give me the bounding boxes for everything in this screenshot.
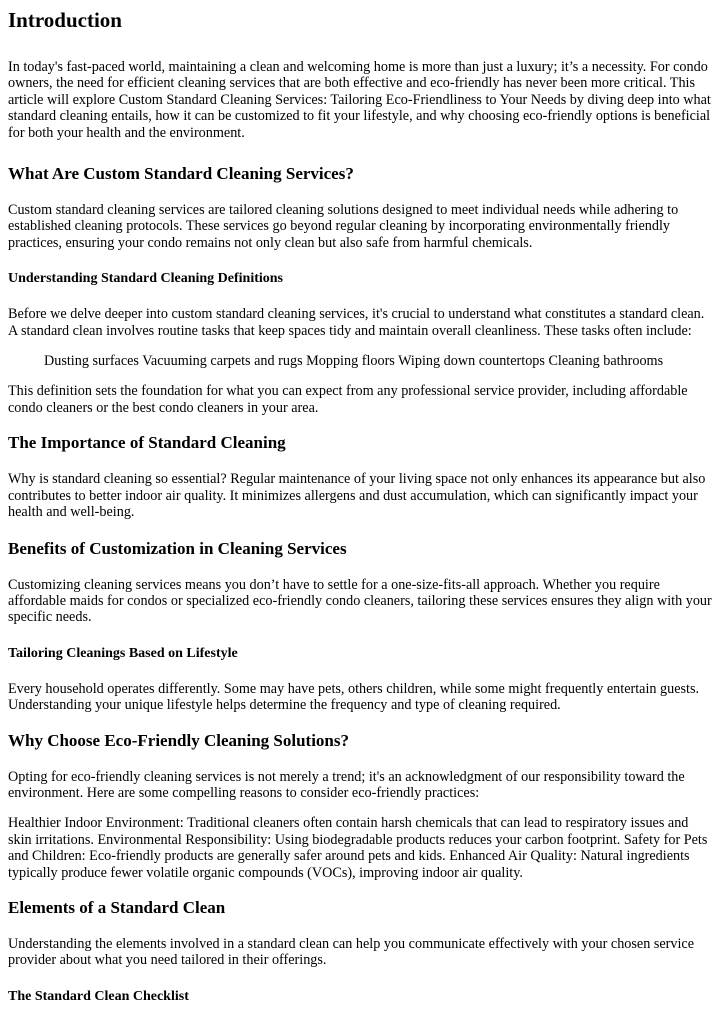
- heading-eco-friendly: Why Choose Eco-Friendly Cleaning Solutions?: [8, 730, 349, 750]
- page-title: Introduction: [8, 8, 122, 32]
- heading-importance: The Importance of Standard Cleaning: [8, 433, 286, 453]
- intro-paragraph: In today's fast-paced world, maintaining a clean and welcoming home is more than just a luxury; it’s a necessity. For condo owners, the need for efficient cleaning services that are both effective and eco-friendly has never been more critical. This article will explore Custom Standard Cleaning Services: Tailoring Eco-Friendliness to Your Needs by diving deep into what standard cleaning entails, how it can be customized to fit your lifestyle, and why choosing eco-friendly options is beneficial for both your health and the environment.: [8, 59, 711, 141]
- heading-lifestyle: Tailoring Cleanings Based on Lifestyle: [8, 645, 238, 661]
- lifestyle-paragraph: Every household operates differently. Some may have pets, others children, while some might frequently entertain guests. Understanding your unique lifestyle helps determine the frequency and type of cleaning required.: [8, 680, 700, 714]
- heading-definitions: Understanding Standard Cleaning Definitions: [8, 271, 284, 287]
- custom-services-paragraph: Custom standard cleaning services are tailored cleaning solutions designed to meet individual needs while adhering to established cleaning protocols. These services go beyond regular cleaning by incorporating environmentally friendly practices, ensuring your condo remains not only clean but also safe from harmful chemicals.: [8, 202, 679, 251]
- definitions-paragraph: Before we delve deeper into custom standard cleaning services, it's crucial to understand what constitutes a standard clean. A standard clean involves routine tasks that keep spaces tidy and maintain overall cleanliness. These tasks often include:: [8, 306, 705, 339]
- foundation-paragraph: This definition sets the foundation for what you can expect from any professional service provider, including affordable condo cleaners or the best condo cleaners in your area.: [8, 383, 688, 416]
- heading-elements: Elements of a Standard Clean: [8, 897, 226, 917]
- benefits-paragraph: Customizing cleaning services means you don’t have to settle for a one-size-fits-all approach. Whether you require affordable maids for condos or specialized eco-friendly condo cleaners, tailoring these services ensures they align with your specific needs.: [8, 576, 712, 626]
- importance-paragraph: Why is standard cleaning so essential? Regular maintenance of your living space not only enhances its appearance but also contributes to better indoor air quality. It minimizes allergens and dust accumulation, which can significantly impact your health and well-being.: [8, 471, 706, 521]
- reasons-paragraph: Healthier Indoor Environment: Traditional cleaners often contain harsh chemicals that can lead to respiratory issues and skin irritations. Environmental Responsibility: Using biodegradable products reduces your carbon footprint. Safety for Pets and Children: Eco-friendly products are generally safer around pets and kids. Enhanced Air Quality: Natural ingredients typically produce fewer volatile organic compounds (VOCs), improving indoor air quality.: [8, 815, 708, 881]
- document-body: [0, 7, 720, 1006]
- heading-benefits: Benefits of Customization in Cleaning Services: [8, 538, 347, 558]
- elements-paragraph: Understanding the elements involved in a standard clean can help you communicate effectively with your chosen service provider about what you need tailored in their offerings.: [8, 935, 695, 969]
- eco-friendly-paragraph: Opting for eco-friendly cleaning services is not merely a trend; it's an acknowledgment of our responsibility toward the environment. Here are some compelling reasons to consider eco-friendly practices:: [8, 768, 685, 801]
- tasks-list: Dusting surfaces Vacuuming carpets and rugs Mopping floors Wiping down countertops Cleaning bathrooms: [44, 353, 664, 370]
- heading-checklist: The Standard Clean Checklist: [8, 988, 189, 1004]
- heading-custom-services: What Are Custom Standard Cleaning Services?: [8, 164, 354, 184]
